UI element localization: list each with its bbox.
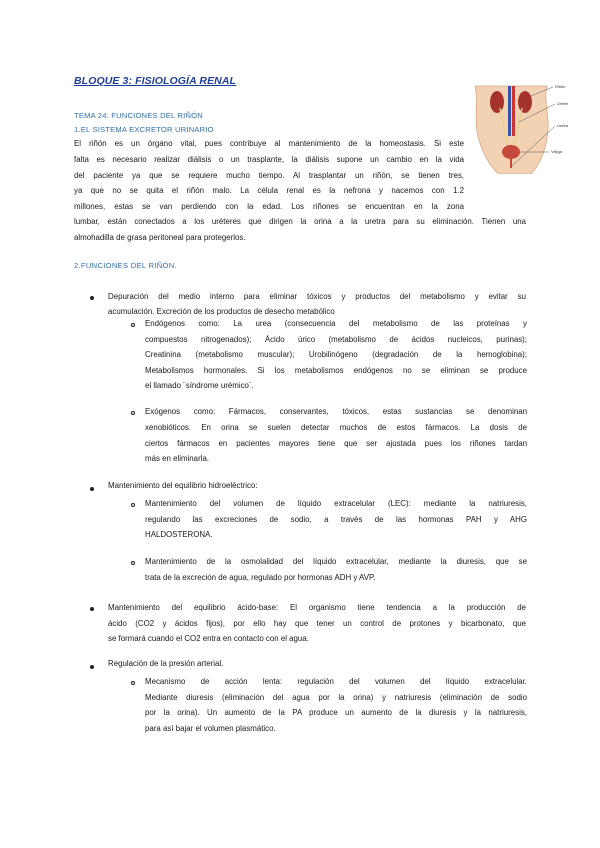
bullet-1-line: acumulación. Excreción de los productos de desecho metabólico <box>108 307 335 316</box>
bullet-1-line: Depuración del medio interno para eliminar tóxicos y productos del metabolismo y evitar su <box>108 292 526 301</box>
b2-sub1-line: Mantenimiento del volumen de líquido extracelular (LEC): mediante la natriuresis, <box>145 499 527 508</box>
b1-sub2-line: ciertos fármacos en pacientes mayores tiene que ser ajustada pues los riñones tardan <box>145 439 527 448</box>
b1-sub1-line: Metabolismos hormonales. Si los metabolismos endógenos no se eliminan se produce <box>145 366 527 375</box>
b1-sub2-line: Exógenos como: Fármacos, conservantes, tóxicos, estas sustancias se denominan <box>145 407 527 416</box>
bullet-2-line: Mantenimiento del equilibrio hidroeléctrico: <box>108 481 258 490</box>
figure-label-kidney: Riñón <box>555 84 566 89</box>
bullet-3-line: ácido (CO2 y ácidos fijos), por ello hay que tener un control de protones y bicarbonato, que <box>108 619 526 628</box>
bullet-icon <box>90 487 94 491</box>
topic-heading: TEMA 24: FUNCIONES DEL RIÑÓN <box>74 111 203 120</box>
b4-sub1-line: por la orina). Un aumento de la PA produce un aumento de la diuresis y la natriuresis, <box>145 708 527 717</box>
intro-line: lumbar, están conectados a los uréteres que dirigen la orina a la uretra para su eliminación. Tienen una <box>74 217 526 226</box>
b4-sub1-line: para así bajar el volumen plasmático. <box>145 724 276 733</box>
intro-line: ya que no se quita el riñón malo. La célula renal es la nefrona y nacemos con 1.2 <box>74 186 464 195</box>
figure-label-ureter: Uréter <box>557 101 569 106</box>
sub-bullet-icon <box>131 411 135 415</box>
b4-sub1-line: Mediante diuresis (eliminación del agua por la orina) y natriuresis (eliminación de sodio <box>145 693 527 702</box>
figure-label-bladder: Vejiga <box>551 149 562 154</box>
b2-sub1-line: HALDOSTERONA. <box>145 530 213 539</box>
intro-line: almohadilla de grasa peritoneal para protegerlos. <box>74 233 246 242</box>
bullet-icon <box>90 665 94 669</box>
bullet-3-line: se formará cuando el CO2 entra en contacto con el agua. <box>108 634 309 643</box>
b2-sub2-line: Mantenimiento de la osmolalidad del líquido extracelular, mediante la diuresis, que se <box>145 557 527 566</box>
section-heading-2: 2.FUNCIONES DEL RIÑÓN. <box>74 261 177 270</box>
intro-line: millones, estas se van perdiendo con la edad. Los riñones se encuentran en la zona <box>74 202 464 211</box>
b1-sub1-line: el llamado ¨síndrome urémico¨. <box>145 381 254 390</box>
sub-bullet-icon <box>131 323 135 327</box>
sub-bullet-icon <box>131 561 135 565</box>
b1-sub1-line: compuestos nitrogenados); Ácido úrico (metabolismo de ácidos nucleicos, purinas); <box>145 335 527 344</box>
urinary-system-illustration <box>469 82 587 174</box>
bullet-icon <box>90 296 94 300</box>
bullet-4-line: Regulación de la presión arterial. <box>108 659 224 668</box>
b4-sub1-line: Mecanismo de acción lenta: regulación del volumen del líquido extracelular. <box>145 677 527 686</box>
intro-line: del paciente ya que se requiere mucho tiempo. Al trasplantar un riñón, se tienen tres, <box>74 171 464 180</box>
bullet-3-line: Mantenimiento del equilibrio ácido-base: El organismo tiene tendencia a la producción de <box>108 603 526 612</box>
intro-line: falta es necesario realizar diálisis o un trasplante, la diálisis supone un cambio en la vida <box>74 155 464 164</box>
b2-sub1-line: regulando las excreciones de sodio, a través de las hormonas PAH y AHG <box>145 515 527 524</box>
section-heading-1: 1.EL SISTEMA EXCRETOR URINARIO <box>74 125 214 134</box>
sub-bullet-icon <box>131 503 135 507</box>
b1-sub2-line: xenobióticos. En orina se suelen detectar muchos de estos fármacos. La dosis de <box>145 423 527 432</box>
b2-sub2-line: trata de la excreción de agua, regulado por hormonas ADH y AVP. <box>145 573 376 582</box>
bullet-icon <box>90 607 94 611</box>
b1-sub1-line: Endógenos como: La urea (consecuencia del metabolismo de las proteínas y <box>145 319 527 328</box>
b1-sub2-line: más en eliminarla. <box>145 454 210 463</box>
intro-line: El riñón es un órgano vital, pues contribuye al mantenimiento de la homeostasis. Si este <box>74 139 464 148</box>
block-title: BLOQUE 3: FISIOLOGÍA RENAL <box>74 75 237 87</box>
figure-label-urethra: Uretra <box>557 123 569 128</box>
b1-sub1-line: Creatinina (metabolismo muscular); Urobilinógeno (degradación de la hemoglobina); <box>145 350 527 359</box>
sub-bullet-icon <box>131 681 135 685</box>
